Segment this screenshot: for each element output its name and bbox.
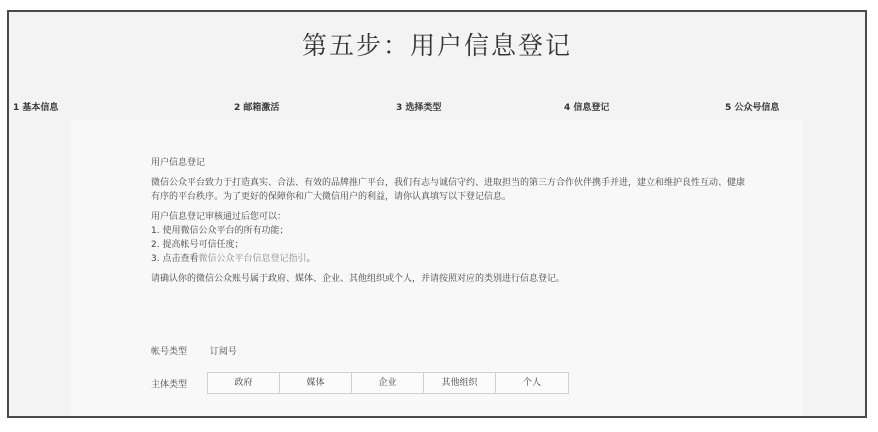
step-4-info-registration: 4 信息登记	[564, 103, 610, 113]
registration-panel	[71, 120, 803, 418]
step-progress-bar	[9, 100, 865, 114]
benefit-item: 2. 提高帐号可信任度；	[151, 240, 244, 250]
subject-type-label: 主体类型	[151, 379, 188, 390]
registration-guide-link[interactable]: 微信公众平台信息登记指引	[198, 254, 307, 264]
subject-option-media[interactable]: 媒体	[280, 373, 352, 393]
benefit-item: 1. 使用微信公众平台的所有功能；	[151, 226, 289, 236]
section-heading: 用户信息登记	[151, 158, 206, 168]
subject-option-individual[interactable]: 个人	[522, 378, 541, 388]
intro-line-2: 有序的平台秩序。为了更好的保障你和广大微信用户的利益，请你认真填写以下登记信息。	[151, 192, 512, 202]
confirm-paragraph	[151, 272, 799, 286]
account-type-value: 订阅号	[209, 347, 237, 357]
benefits-list	[151, 210, 799, 266]
intro-paragraph	[151, 176, 799, 204]
step-1-basic-info: 1 基本信息	[13, 103, 59, 113]
subject-option-other-organization[interactable]: 其他组织	[424, 373, 496, 393]
account-type-row	[151, 344, 237, 357]
subject-option-enterprise[interactable]: 企业	[352, 373, 424, 393]
benefit-3-suffix: 。	[306, 254, 316, 264]
step-3-select-type: 3 选择类型	[396, 103, 442, 113]
account-type-label: 帐号类型	[151, 347, 188, 357]
subject-option-government[interactable]: 政府	[208, 373, 280, 393]
registration-content	[151, 156, 799, 286]
page-title: 第五步：用户信息登记	[301, 31, 572, 60]
subject-type-row	[151, 372, 569, 394]
subject-type-selector	[207, 372, 569, 394]
confirm-text: 请确认你的微信公众账号属于政府、媒体、企业、其他组织或个人，并请按照对应的类别进行信息登记。	[151, 274, 566, 284]
step-5-account-info: 5 公众号信息	[725, 103, 780, 113]
screenshot-frame	[7, 10, 867, 418]
benefit-item-guide	[151, 252, 799, 266]
benefits-title: 用户信息登记审核通过后您可以：	[151, 212, 287, 222]
step-2-email-activation: 2 邮箱激活	[234, 103, 280, 113]
benefit-3-prefix: 3. 点击查看	[151, 254, 199, 264]
intro-line-1: 微信公众平台致力于打造真实、合法、有效的品牌推广平台，我们有志与诚信守约、进取担当的第三方合作伙伴携手并进，建立和维护良性互动、健康	[151, 178, 746, 188]
